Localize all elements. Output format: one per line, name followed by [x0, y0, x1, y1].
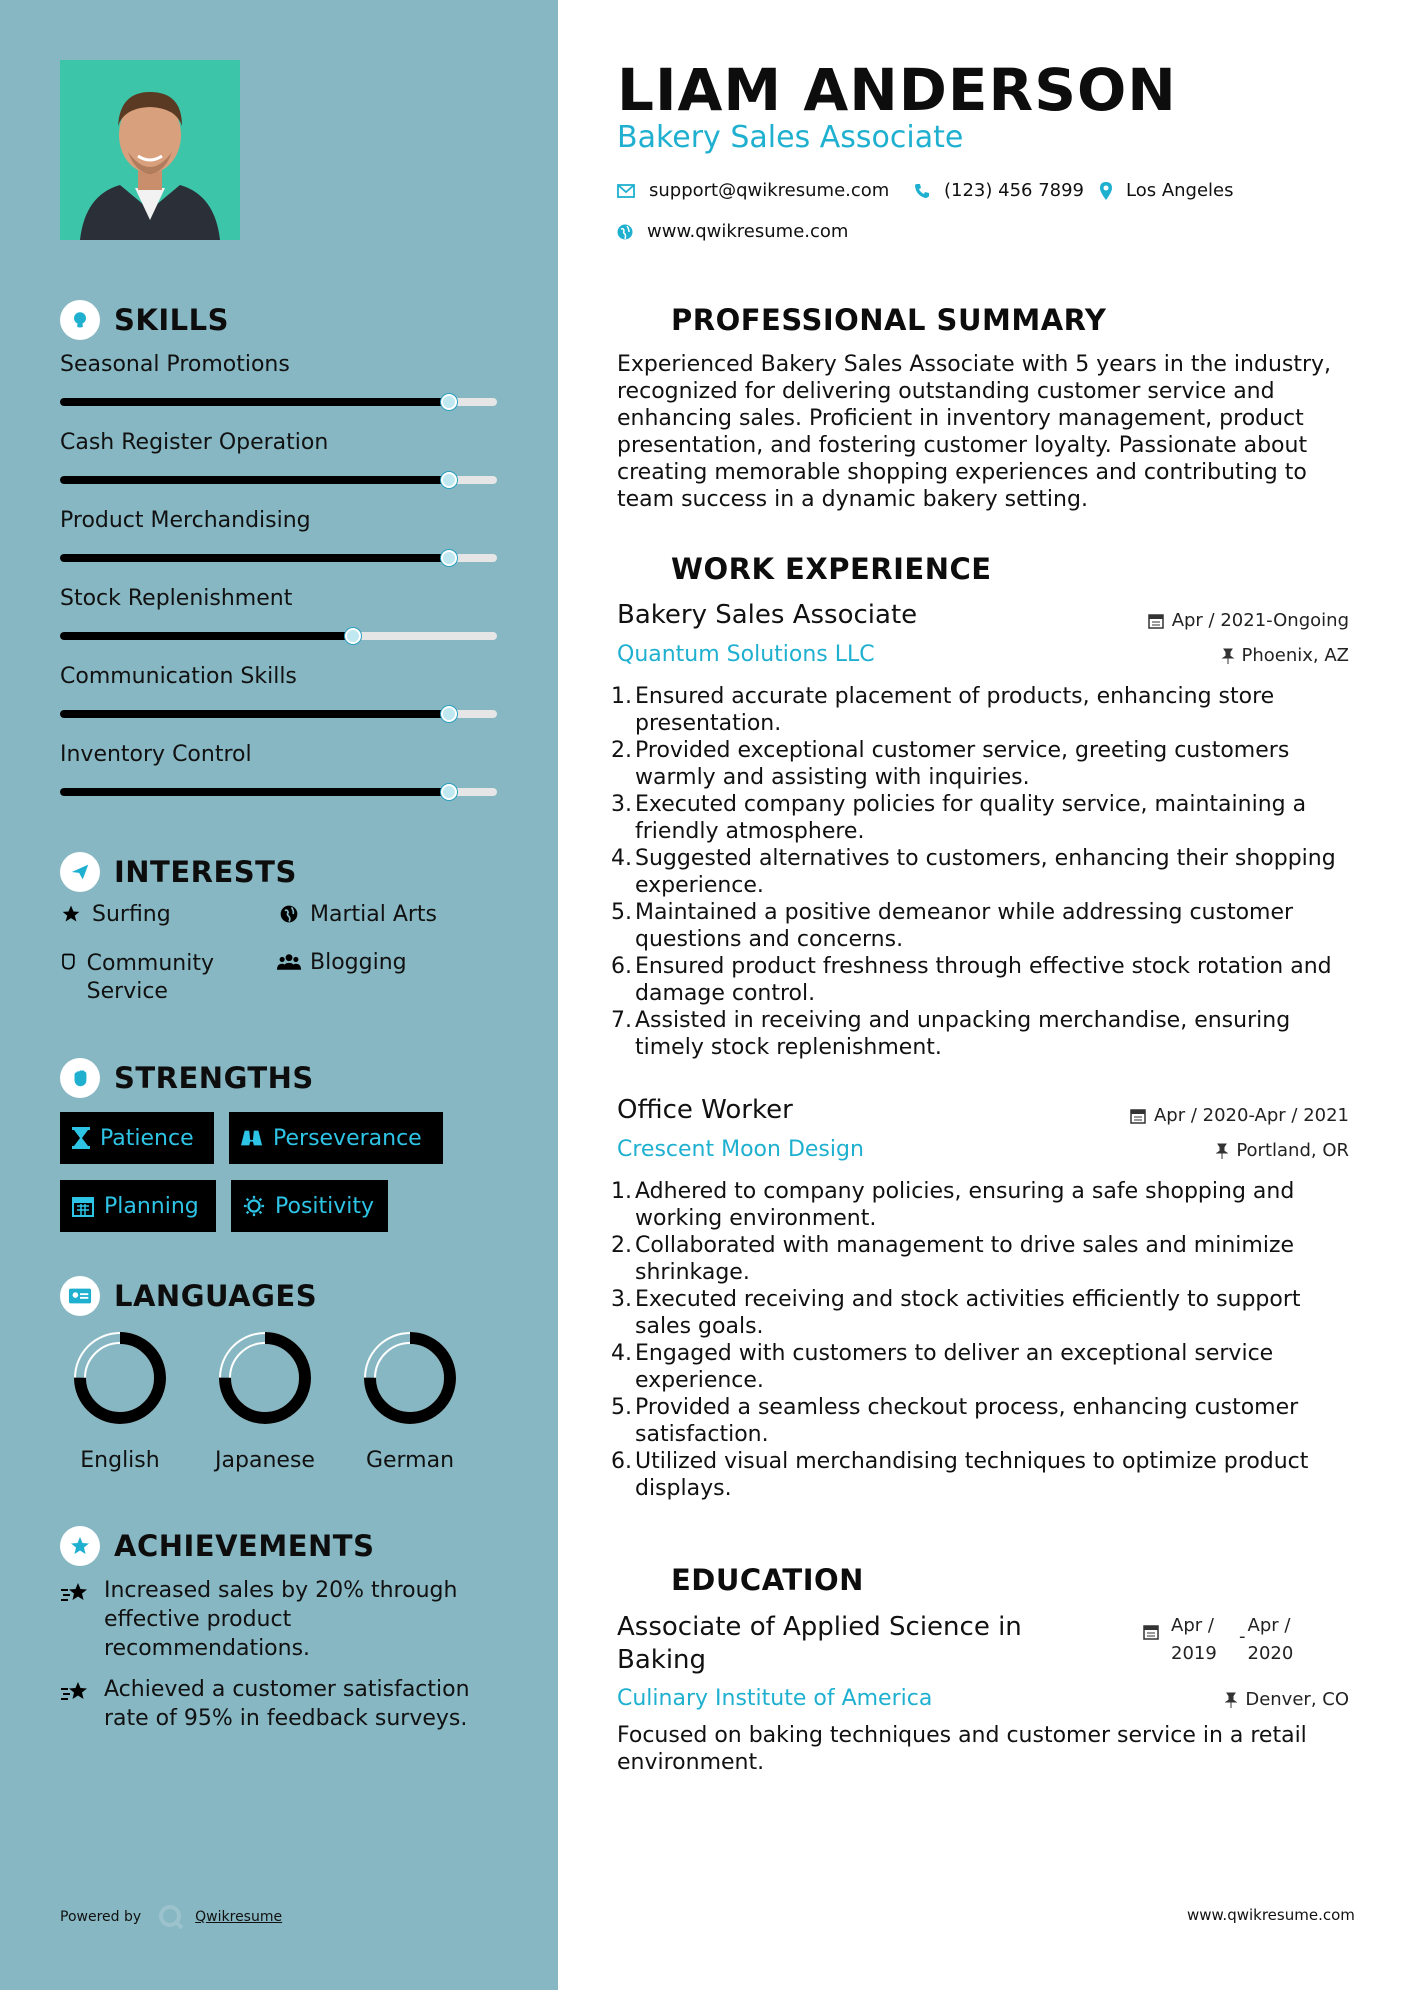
- job-duty: Executed company policies for quality service, maintaining a friendly atmosphere.: [635, 792, 1307, 844]
- skill-bar-fill: [60, 788, 449, 796]
- interest-label: Surfing: [92, 902, 171, 927]
- chair-icon: [617, 549, 657, 589]
- summary-text: Experienced Bakery Sales Associate with 5 years in the industry, recognized for delivering outstanding customer service and enhancing sales. Proficient in inventory management, product presentation, and fostering customer loyalty. Passionate about creating memorable shopping experiences and contributing to team success in a dynamic bakery setting.: [617, 352, 1332, 512]
- skill-item: [60, 352, 500, 377]
- education-date-start: Apr / 2019: [1171, 1615, 1217, 1664]
- job-dates: [1000, 610, 1349, 631]
- globe-icon: [617, 224, 633, 240]
- pin-icon: [1216, 1143, 1228, 1159]
- skill-bar-knob: [441, 550, 457, 566]
- interest-label: Martial Arts: [310, 902, 438, 927]
- users-icon: [276, 950, 302, 972]
- star-badge-icon: [60, 1526, 100, 1566]
- education-title: EDUCATION: [671, 1563, 864, 1597]
- skill-bar-knob: [441, 706, 457, 722]
- email-text: support@qwikresume.com: [649, 180, 890, 201]
- skill-bar: [60, 554, 497, 562]
- education-location-text: Denver, CO: [1245, 1689, 1349, 1710]
- achievement-text: Achieved a customer satisfaction rate of 95% in feedback surveys.: [104, 1677, 470, 1731]
- strength-chip: [229, 1112, 443, 1164]
- job-duty: Utilized visual merchandising techniques to optimize product displays.: [635, 1449, 1309, 1501]
- skill-bar-knob: [441, 394, 457, 410]
- star-icon: [58, 902, 84, 924]
- skills-title: SKILLS: [114, 303, 229, 337]
- language-item: [55, 1330, 185, 1473]
- skill-bar-fill: [60, 476, 449, 484]
- achievements-heading: [60, 1526, 374, 1566]
- skill-label: Communication Skills: [60, 664, 297, 689]
- calendar-icon: [1130, 1108, 1146, 1124]
- skill-bar-fill: [60, 632, 353, 640]
- interests-title: INTERESTS: [114, 855, 297, 889]
- globe-icon: [276, 902, 302, 924]
- skill-label: Seasonal Promotions: [60, 352, 290, 377]
- strength-label: Positivity: [275, 1193, 375, 1219]
- skill-bar-knob: [441, 472, 457, 488]
- powered-by: [60, 1903, 282, 1931]
- job-duties-list: [617, 1178, 1357, 1502]
- candidate-role: Bakery Sales Associate: [617, 120, 964, 155]
- skill-item: [60, 664, 500, 689]
- skill-bar-fill: [60, 398, 449, 406]
- user-icon: [617, 300, 657, 340]
- powered-by-label: Powered by: [60, 1909, 142, 1925]
- skill-item: [60, 430, 500, 455]
- skill-label: Inventory Control: [60, 742, 252, 767]
- job-duty: Provided a seamless checkout process, enhancing customer satisfaction.: [635, 1395, 1299, 1447]
- experience-heading: [617, 549, 992, 589]
- sun-icon: [243, 1195, 265, 1217]
- strength-label: Perseverance: [273, 1125, 422, 1151]
- qwikresume-logo-icon: [157, 1903, 185, 1931]
- job-dates-text: Apr / 2021-Ongoing: [1171, 610, 1349, 631]
- job-duty: Suggested alternatives to customers, enhancing their shopping experience.: [635, 846, 1336, 898]
- profile-photo: [60, 60, 240, 240]
- job-location: [1000, 645, 1349, 666]
- contact-phone[interactable]: [914, 180, 1084, 201]
- school-name: Culinary Institute of America: [617, 1686, 933, 1711]
- hand-icon: [58, 950, 79, 972]
- skill-item: [60, 508, 500, 533]
- language-label: Japanese: [215, 1448, 315, 1473]
- job-location: [1000, 1140, 1349, 1161]
- interest-item: [58, 902, 171, 927]
- calendar-icon: [72, 1195, 94, 1217]
- skill-label: Stock Replenishment: [60, 586, 293, 611]
- job-duty: Executed receiving and stock activities efficiently to support sales goals.: [635, 1287, 1301, 1339]
- education-dates: [1143, 1612, 1363, 1668]
- education-description: Focused on baking techniques and customer service in a retail environment.: [617, 1723, 1307, 1775]
- achievement-item: [60, 1576, 500, 1663]
- languages-heading: [60, 1276, 317, 1316]
- fist-icon: [60, 1058, 100, 1098]
- job-title: Office Worker: [617, 1095, 793, 1125]
- pin-icon: [1222, 648, 1234, 664]
- calendar-icon: [1143, 1612, 1159, 1640]
- skill-item: [60, 742, 500, 767]
- strengths-title: STRENGTHS: [114, 1061, 314, 1095]
- qwikresume-link[interactable]: Qwikresume: [195, 1909, 283, 1925]
- education-date-sep: -: [1239, 1626, 1246, 1647]
- graduation-cap-icon: [617, 1560, 657, 1600]
- job-title: Bakery Sales Associate: [617, 600, 918, 630]
- experience-title: WORK EXPERIENCE: [671, 552, 992, 586]
- skill-bar: [60, 476, 497, 484]
- envelope-icon: [617, 184, 635, 198]
- language-label: German: [365, 1448, 455, 1473]
- job-duty: Provided exceptional customer service, greeting customers warmly and assisting with inquiries.: [635, 738, 1290, 790]
- company-name: Crescent Moon Design: [617, 1137, 864, 1162]
- location-text: Los Angeles: [1126, 180, 1234, 201]
- skill-bar: [60, 710, 497, 718]
- sidebar: [0, 0, 558, 1990]
- skill-bar: [60, 788, 497, 796]
- language-item: [345, 1330, 475, 1473]
- job-duty: Adhered to company policies, ensuring a safe shopping and working environment.: [635, 1179, 1295, 1231]
- education-date-end: Apr / 2020: [1247, 1615, 1294, 1664]
- interest-item: [276, 950, 407, 975]
- achievement-text: Increased sales by 20% through effective product recommendations.: [104, 1578, 458, 1661]
- summary-heading: [617, 300, 1106, 340]
- job-dates: [1000, 1105, 1349, 1126]
- language-ring: [362, 1330, 458, 1426]
- strength-label: Planning: [104, 1193, 199, 1219]
- company-name: Quantum Solutions LLC: [617, 642, 875, 667]
- achievement-item: [60, 1675, 500, 1733]
- phone-icon: [914, 183, 930, 199]
- job-duty: Assisted in receiving and unpacking merchandise, ensuring timely stock replenishment.: [635, 1008, 1291, 1060]
- interests-heading: [60, 852, 297, 892]
- job-duty: Ensured accurate placement of products, enhancing store presentation.: [635, 684, 1275, 736]
- lightbulb-icon: [60, 300, 100, 340]
- job-duty: Engaged with customers to deliver an exceptional service experience.: [635, 1341, 1274, 1393]
- skill-label: Cash Register Operation: [60, 430, 329, 455]
- shooting-star-icon: [60, 1675, 94, 1733]
- strength-chip: [60, 1180, 216, 1232]
- footer-url[interactable]: www.qwikresume.com: [1187, 1906, 1355, 1924]
- job-location-text: Phoenix, AZ: [1241, 645, 1349, 666]
- job-duties-list: [617, 683, 1357, 1061]
- interest-item: [58, 950, 258, 1006]
- phone-text: (123) 456 7899: [944, 180, 1085, 201]
- pin-icon: [1225, 1692, 1237, 1708]
- calendar-icon: [1148, 613, 1164, 629]
- strength-chip: [60, 1112, 214, 1164]
- job-duty: Maintained a positive demeanor while addressing customer questions and concerns.: [635, 900, 1294, 952]
- skill-bar-fill: [60, 554, 449, 562]
- binoculars-icon: [241, 1128, 263, 1148]
- map-pin-icon: [1100, 182, 1112, 200]
- id-card-icon: [60, 1276, 100, 1316]
- contact-email[interactable]: [617, 180, 889, 201]
- candidate-name: LIAM ANDERSON: [617, 56, 1177, 124]
- strength-label: Patience: [100, 1125, 194, 1151]
- skill-bar-fill: [60, 710, 449, 718]
- education-location: [1000, 1689, 1349, 1710]
- degree-title: Associate of Applied Science in Baking: [617, 1612, 1022, 1675]
- skill-item: [60, 586, 500, 611]
- job-duty: Collaborated with management to drive sales and minimize shrinkage.: [635, 1233, 1295, 1285]
- strength-chip: [231, 1180, 388, 1232]
- job-dates-text: Apr / 2020-Apr / 2021: [1153, 1105, 1349, 1126]
- website-text: www.qwikresume.com: [647, 221, 849, 242]
- skills-heading: [60, 300, 229, 340]
- interest-label: Blogging: [310, 950, 407, 975]
- interest-item: [276, 902, 437, 927]
- interest-label: Community Service: [86, 951, 214, 1004]
- skill-label: Product Merchandising: [60, 508, 311, 533]
- language-label: English: [80, 1448, 160, 1473]
- skill-bar-knob: [345, 628, 361, 644]
- skill-bar: [60, 632, 497, 640]
- skill-bar-knob: [441, 784, 457, 800]
- language-ring: [217, 1330, 313, 1426]
- achievements-title: ACHIEVEMENTS: [114, 1529, 375, 1563]
- language-item: [200, 1330, 330, 1473]
- education-heading: [617, 1560, 864, 1600]
- paper-plane-icon: [60, 852, 100, 892]
- language-ring: [72, 1330, 168, 1426]
- hourglass-icon: [72, 1127, 90, 1149]
- languages-title: LANGUAGES: [114, 1279, 318, 1313]
- strengths-heading: [60, 1058, 314, 1098]
- job-duty: Ensured product freshness through effective stock rotation and damage control.: [635, 954, 1332, 1006]
- summary-title: PROFESSIONAL SUMMARY: [671, 303, 1107, 337]
- contact-website[interactable]: [617, 221, 848, 242]
- shooting-star-icon: [60, 1576, 94, 1663]
- contact-location: [1100, 180, 1234, 201]
- skill-bar: [60, 398, 497, 406]
- job-location-text: Portland, OR: [1236, 1140, 1349, 1161]
